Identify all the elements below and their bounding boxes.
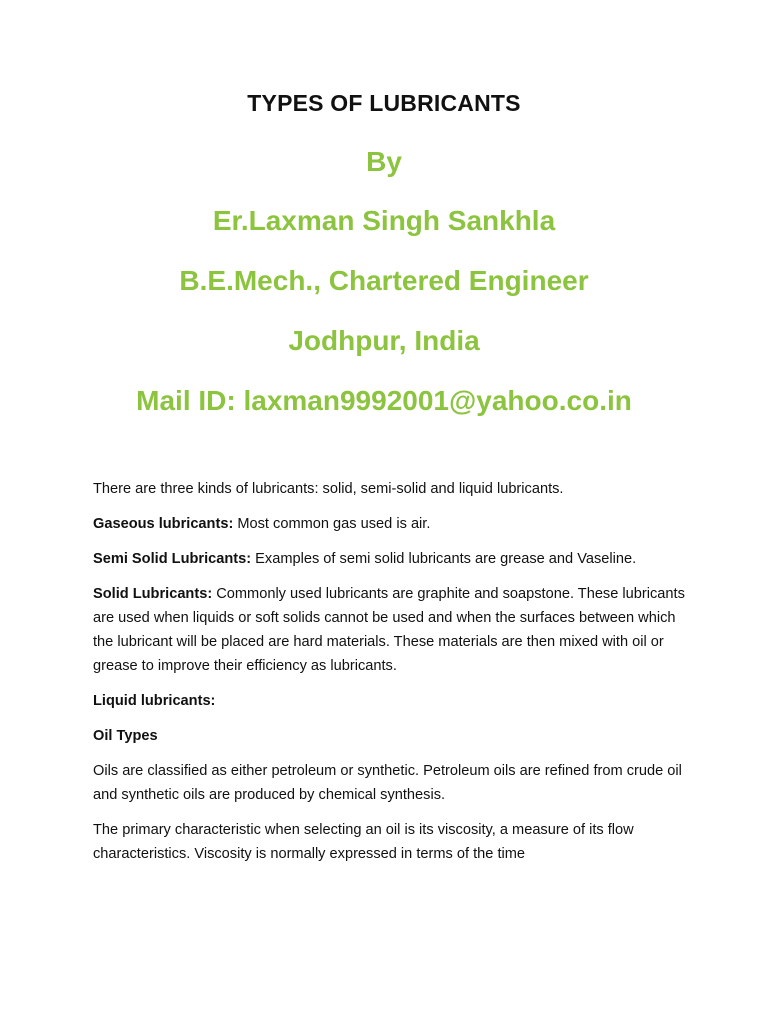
viscosity-text: The primary characteristic when selecting an oil is its viscosity, a measure of its flow characteristics. Viscosity is normally expressed in terms of the time: [93, 822, 634, 862]
semi-solid-paragraph: [93, 547, 693, 571]
intro-text: There are three kinds of lubricants: solid, semi-solid and liquid lubricants.: [93, 481, 564, 497]
author-name: Er.Laxman Singh Sankhla: [212, 205, 556, 236]
gaseous-label: Gaseous lubricants:: [93, 516, 234, 532]
solid-label: Solid Lubricants:: [93, 586, 213, 602]
liquid-label: Liquid lubricants:: [93, 693, 216, 709]
viscosity-paragraph: [93, 818, 693, 866]
oil-types-paragraph: [93, 724, 693, 748]
liquid-paragraph: [93, 689, 693, 713]
intro-paragraph: [93, 477, 693, 501]
solid-paragraph: [93, 582, 693, 678]
author-credentials: B.E.Mech., Chartered Engineer: [179, 265, 589, 296]
author-email: Mail ID: laxman9992001@yahoo.co.in: [136, 385, 632, 416]
oil-types-heading: Oil Types: [93, 728, 158, 744]
byline-by: By: [366, 146, 402, 177]
semi-solid-label: Semi Solid Lubricants:: [93, 551, 252, 567]
gaseous-text: Most common gas used is air.: [233, 516, 431, 532]
oil-classification-text: Oils are classified as either petroleum or synthetic. Petroleum oils are refined from crude oil and synthetic oils are produced by chemical synthesis.: [93, 763, 682, 803]
body-text: [93, 477, 693, 877]
author-location: Jodhpur, India: [288, 325, 480, 356]
solid-text: Commonly used lubricants are graphite and soapstone. These lubricants are used when liquids or soft solids cannot be used and when the surfaces between which the lubricant will be placed are hard materials. These materials are then mixed with oil or grease to improve their efficiency as lubricants.: [93, 586, 685, 674]
semi-solid-text: Examples of semi solid lubricants are grease and Vaseline.: [251, 551, 637, 567]
oil-classification-paragraph: [93, 759, 693, 807]
gaseous-paragraph: [93, 512, 693, 536]
document-title: TYPES OF LUBRICANTS: [247, 90, 521, 116]
